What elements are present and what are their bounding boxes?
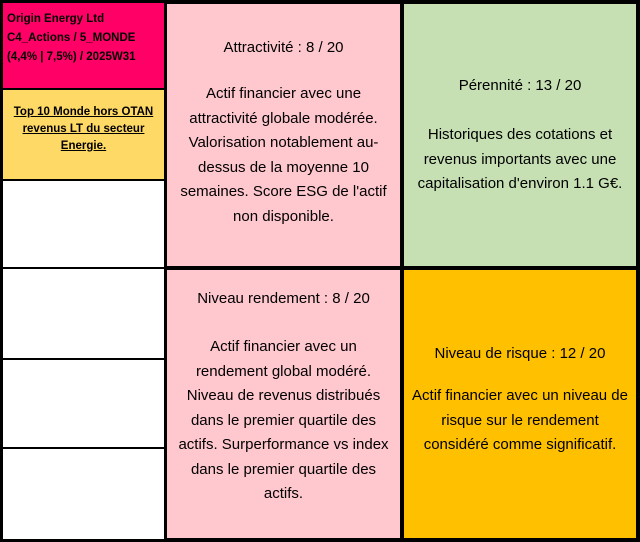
attractivite-line: Actif financier avec une	[205, 85, 362, 102]
risque-line: Actif financier avec un niveau de	[412, 387, 628, 404]
rendement-line: actifs.	[263, 485, 304, 502]
attractivite-line: non disponible.	[233, 207, 334, 225]
perennite-line: capitalisation d'environ 1.1 G€.	[417, 175, 623, 192]
attractivite-line: semaines. Score ESG de l'actif	[180, 183, 387, 200]
empty-cell-2	[2, 268, 165, 359]
attractivite-text	[175, 82, 392, 229]
rendement-title: Niveau rendement : 8 / 20	[197, 290, 370, 307]
rendement-cell	[165, 268, 402, 540]
attractivite-cell	[165, 2, 402, 268]
attractivite-title: Attractivité : 8 / 20	[223, 39, 344, 56]
rendement-line: dans le premier quartile des	[190, 460, 377, 478]
top10-line-2: revenus LT du secteur	[22, 123, 145, 135]
perennite-cell	[402, 2, 638, 268]
perennite-title: Pérennité : 13 / 20	[458, 77, 582, 94]
risque-line: risque sur le rendement	[441, 411, 599, 429]
asset-name: Origin Energy Ltd	[7, 13, 105, 25]
attractivite-line: dessus de la moyenne 10	[198, 158, 369, 176]
attractivite-line: Valorisation notablement au-	[188, 134, 379, 151]
top10-line-1: Top 10 Monde hors OTAN	[13, 106, 154, 118]
attractivite-line: attractivité globale modérée.	[189, 109, 378, 127]
asset-identity-cell	[2, 2, 165, 89]
perennite-line: revenus importants avec une	[423, 150, 617, 168]
empty-cell-1	[2, 180, 165, 268]
rendement-text	[175, 335, 392, 507]
perennite-text	[412, 123, 628, 197]
rendement-line: Niveau de revenus distribués	[186, 387, 381, 404]
top10-cell	[2, 89, 165, 180]
asset-params: (4,4% | 7,5%) / 2025W31	[7, 51, 136, 63]
rendement-line: dans le premier quartile des	[190, 411, 377, 429]
rendement-line: actifs. Surperformance vs index	[178, 436, 389, 453]
risque-line: considéré comme significatif.	[423, 436, 617, 453]
top10-line-3: Energie.	[60, 140, 107, 152]
perennite-line: Historiques des cotations et	[427, 126, 613, 143]
rendement-line: Actif financier avec un	[210, 338, 357, 355]
risque-text	[406, 384, 634, 458]
rendement-line: rendement global modéré.	[195, 362, 372, 380]
empty-cell-3	[2, 359, 165, 448]
asset-category: C4_Actions / 5_MONDE	[7, 32, 136, 44]
risque-title: Niveau de risque : 12 / 20	[434, 345, 606, 362]
empty-cell-4	[2, 448, 165, 540]
risque-cell	[402, 268, 638, 540]
